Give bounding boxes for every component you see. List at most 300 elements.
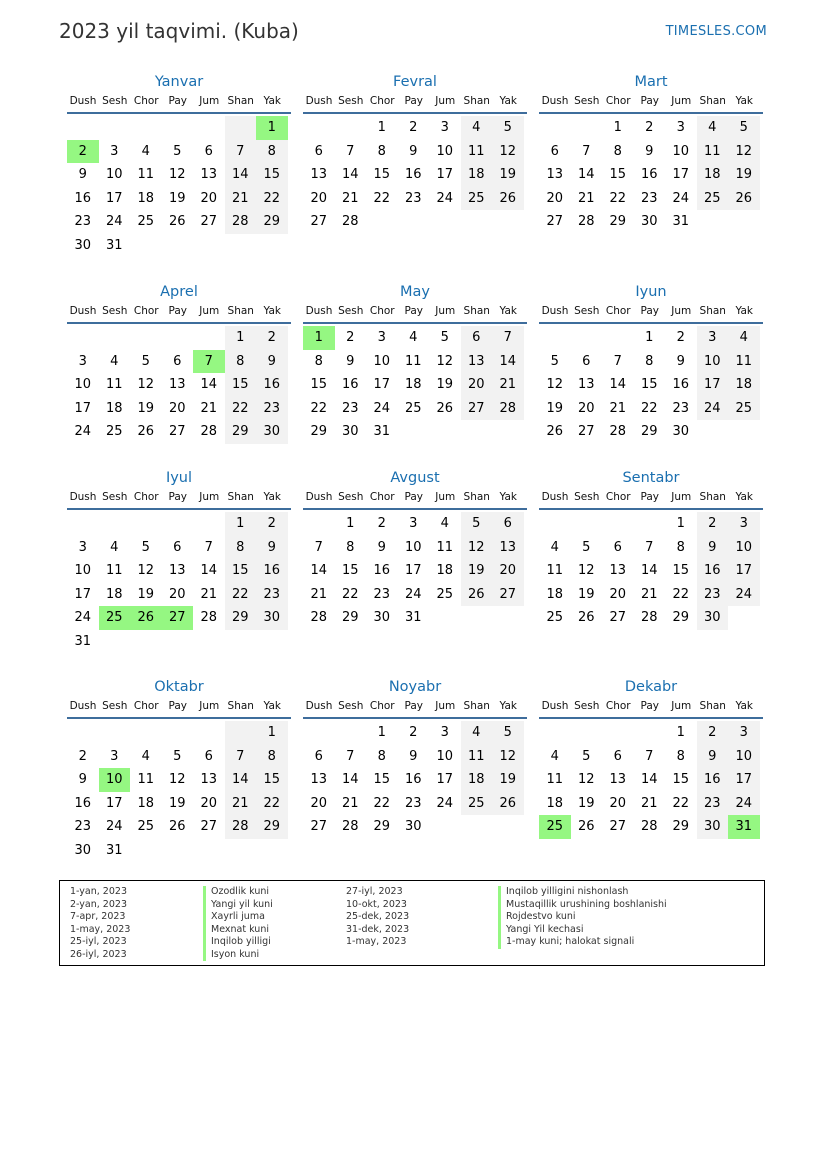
weekday-label: Shan — [699, 305, 726, 317]
empty-cell — [539, 116, 571, 140]
day-cell: 12 — [137, 563, 155, 578]
weekday-label: Jum — [435, 95, 456, 107]
day-cell: 4 — [461, 116, 493, 140]
day-cell: 20 — [310, 795, 328, 811]
weekday-label: Chor — [369, 305, 395, 317]
empty-cell — [193, 630, 225, 654]
day-cell: 11 — [546, 563, 564, 578]
empty-cell — [130, 512, 162, 536]
empty-cell — [303, 721, 335, 745]
day-cell: 4 — [728, 326, 760, 350]
weekday-label: Pay — [168, 305, 187, 317]
empty-cell — [130, 839, 162, 863]
weekday-label: Dush — [541, 305, 569, 317]
day-cell: 3 — [409, 516, 418, 531]
day-cell: 29 — [672, 819, 690, 834]
legend-entry: 31-dek, 2023 — [346, 923, 410, 935]
day-cell: 20 — [609, 586, 627, 602]
day-grid — [539, 512, 763, 630]
day-cell: 20 — [492, 559, 524, 583]
day-cell: 3 — [440, 725, 449, 740]
day-cell: 9 — [346, 353, 355, 369]
day-cell: 14 — [310, 563, 328, 578]
month-name: Iyun — [635, 284, 667, 300]
day-cell: 20 — [310, 190, 328, 206]
empty-cell — [193, 721, 225, 745]
day-cell: 13 — [546, 167, 564, 182]
weekday-label: Dush — [541, 95, 569, 107]
empty-cell — [130, 234, 162, 258]
day-cell: 23 — [697, 583, 729, 607]
day-cell: 16 — [672, 377, 690, 392]
day-cell: 2 — [676, 330, 685, 345]
day-cell: 4 — [461, 721, 493, 745]
day-cell: 15 — [373, 772, 391, 787]
day-cell: 5 — [173, 748, 182, 764]
day-cell: 13 — [200, 167, 218, 182]
empty-cell — [162, 721, 194, 745]
day-cell: 8 — [645, 353, 654, 369]
day-cell: 29 — [225, 420, 257, 444]
legend-entry: Mexnat kuni — [203, 924, 273, 937]
month-dekabr — [539, 678, 763, 839]
day-cell: 27 — [162, 606, 194, 630]
day-cell: 18 — [546, 795, 564, 811]
empty-cell — [99, 512, 131, 536]
day-cell: 10 — [436, 143, 454, 159]
day-cell: 16 — [373, 563, 391, 578]
day-cell: 13 — [310, 167, 328, 182]
weekday-header — [67, 700, 291, 719]
day-cell: 7 — [613, 353, 622, 369]
day-cell: 30 — [74, 237, 92, 253]
day-cell: 26 — [492, 187, 524, 211]
day-cell: 19 — [137, 586, 155, 602]
day-cell: 19 — [168, 795, 186, 811]
day-cell: 8 — [676, 539, 685, 555]
day-cell: 2 — [409, 725, 418, 740]
day-cell: 31 — [105, 842, 123, 858]
empty-cell — [99, 116, 131, 140]
weekday-header — [67, 95, 291, 114]
day-cell: 4 — [141, 748, 150, 764]
empty-cell — [492, 210, 524, 234]
day-cell: 25 — [697, 187, 729, 211]
day-cell: 4 — [550, 748, 559, 764]
day-cell: 7 — [346, 748, 355, 764]
weekday-label: Sesh — [102, 700, 128, 712]
weekday-label: Dush — [69, 305, 97, 317]
empty-cell — [225, 234, 257, 258]
day-cell: 16 — [74, 795, 92, 811]
day-cell: 21 — [200, 586, 218, 602]
day-cell: 5 — [492, 116, 524, 140]
day-cell: 23 — [640, 190, 658, 206]
month-name: Fevral — [393, 74, 437, 90]
day-cell: 5 — [728, 116, 760, 140]
weekday-label: Dush — [69, 700, 97, 712]
month-avgust — [303, 469, 527, 630]
weekday-label: Shan — [227, 491, 254, 503]
weekday-label: Shan — [463, 305, 490, 317]
day-cell: 3 — [377, 330, 386, 345]
day-cell: 29 — [609, 214, 627, 229]
day-grid — [67, 721, 291, 862]
empty-cell — [461, 815, 493, 839]
day-cell: 23 — [74, 819, 92, 834]
day-cell: 28 — [200, 610, 218, 625]
day-cell: 19 — [577, 795, 595, 811]
day-cell: 10 — [373, 353, 391, 369]
legend-entry: Inqilob yilligini nishonlash — [498, 886, 667, 899]
day-cell: 23 — [256, 397, 288, 421]
day-cell: 1 — [256, 116, 288, 140]
day-cell: 19 — [168, 190, 186, 206]
legend-entry: Yangi Yil kechasi — [498, 924, 667, 937]
day-cell: 22 — [310, 400, 328, 416]
day-cell: 7 — [346, 143, 355, 159]
day-cell: 9 — [256, 350, 288, 374]
day-cell: 24 — [105, 819, 123, 834]
legend-entry: Xayrli juma — [203, 911, 273, 924]
day-cell: 5 — [582, 539, 591, 555]
day-cell: 27 — [461, 397, 493, 421]
day-grid — [303, 721, 527, 839]
day-cell: 27 — [310, 819, 328, 834]
empty-cell — [225, 721, 257, 745]
day-cell: 2 — [697, 721, 729, 745]
day-cell: 8 — [314, 353, 323, 369]
day-cell: 14 — [640, 772, 658, 787]
day-cell: 17 — [74, 400, 92, 416]
empty-cell — [492, 420, 524, 444]
day-cell: 10 — [436, 748, 454, 764]
empty-cell — [461, 420, 493, 444]
day-cell: 23 — [404, 795, 422, 811]
legend-entry: 1-may, 2023 — [346, 936, 407, 947]
day-cell: 26 — [130, 606, 162, 630]
weekday-header — [303, 95, 527, 114]
empty-cell — [130, 326, 162, 350]
month-mart — [539, 73, 763, 234]
month-name: Yanvar — [154, 74, 204, 90]
day-cell: 15 — [672, 563, 690, 578]
day-cell: 6 — [582, 353, 591, 369]
day-cell: 17 — [697, 373, 729, 397]
day-cell: 30 — [404, 819, 422, 834]
day-cell: 6 — [204, 143, 213, 159]
day-cell: 19 — [492, 768, 524, 792]
day-cell: 11 — [105, 377, 123, 392]
day-cell: 26 — [137, 424, 155, 439]
day-grid — [539, 116, 763, 234]
day-cell: 14 — [225, 163, 257, 187]
day-cell: 8 — [377, 748, 386, 764]
empty-cell — [99, 721, 131, 745]
day-cell: 21 — [341, 190, 359, 206]
weekday-label: Sesh — [338, 95, 364, 107]
day-cell: 11 — [137, 167, 155, 182]
day-cell: 23 — [341, 400, 359, 416]
day-cell: 7 — [645, 748, 654, 764]
month-name: Avgust — [390, 470, 440, 486]
day-cell: 9 — [78, 167, 87, 182]
day-cell: 14 — [640, 563, 658, 578]
empty-cell — [539, 512, 571, 536]
weekday-label: Pay — [640, 491, 659, 503]
day-cell: 2 — [256, 326, 288, 350]
day-cell: 21 — [640, 795, 658, 811]
weekday-label: Pay — [640, 700, 659, 712]
empty-cell — [162, 234, 194, 258]
month-iyul — [67, 469, 291, 653]
legend-right-dates — [346, 886, 409, 949]
weekday-label: Jum — [435, 305, 456, 317]
day-cell: 16 — [697, 559, 729, 583]
empty-cell — [697, 210, 729, 234]
day-cell: 26 — [168, 214, 186, 229]
day-cell: 28 — [310, 610, 328, 625]
day-cell: 13 — [461, 350, 493, 374]
day-cell: 9 — [377, 539, 386, 555]
legend-left-names — [203, 886, 273, 961]
day-cell: 16 — [404, 167, 422, 182]
day-cell: 13 — [310, 772, 328, 787]
day-cell: 28 — [492, 397, 524, 421]
empty-cell — [130, 721, 162, 745]
day-cell: 11 — [728, 350, 760, 374]
weekday-label: Yak — [735, 305, 753, 317]
weekday-label: Sesh — [574, 305, 600, 317]
day-cell: 20 — [200, 190, 218, 206]
day-cell: 28 — [341, 819, 359, 834]
empty-cell — [429, 420, 461, 444]
day-cell: 5 — [492, 721, 524, 745]
day-cell: 31 — [728, 815, 760, 839]
day-cell: 3 — [440, 120, 449, 135]
weekday-label: Jum — [671, 95, 692, 107]
day-cell: 4 — [440, 516, 449, 531]
day-cell: 24 — [436, 795, 454, 811]
day-cell: 1 — [645, 330, 654, 345]
day-cell: 1 — [225, 512, 257, 536]
weekday-header — [539, 95, 763, 114]
day-cell: 30 — [256, 606, 288, 630]
day-cell: 9 — [256, 536, 288, 560]
weekday-label: Pay — [404, 491, 423, 503]
empty-cell — [99, 326, 131, 350]
day-cell: 14 — [577, 167, 595, 182]
day-cell: 24 — [728, 792, 760, 816]
weekday-label: Dush — [305, 491, 333, 503]
day-cell: 12 — [728, 140, 760, 164]
legend-entry: 25-dek, 2023 — [346, 911, 410, 922]
day-cell: 19 — [461, 559, 493, 583]
empty-cell — [634, 512, 666, 536]
day-cell: 10 — [74, 377, 92, 392]
day-cell: 12 — [577, 772, 595, 787]
empty-cell — [162, 116, 194, 140]
day-cell: 24 — [436, 190, 454, 206]
empty-cell — [728, 420, 760, 444]
empty-cell — [162, 512, 194, 536]
day-cell: 18 — [461, 768, 493, 792]
day-cell: 27 — [168, 424, 186, 439]
month-yanvar — [67, 73, 291, 257]
day-cell: 11 — [436, 539, 454, 555]
day-cell: 31 — [74, 633, 92, 649]
empty-cell — [335, 116, 367, 140]
legend-entry: Inqilob yilligi — [203, 936, 273, 949]
empty-cell — [429, 210, 461, 234]
day-cell: 9 — [409, 748, 418, 764]
day-cell: 28 — [640, 819, 658, 834]
empty-cell — [162, 839, 194, 863]
day-cell: 28 — [577, 214, 595, 229]
weekday-label: Shan — [699, 491, 726, 503]
day-cell: 17 — [436, 772, 454, 787]
weekday-header — [67, 491, 291, 510]
day-grid — [539, 326, 763, 444]
weekday-label: Dush — [305, 95, 333, 107]
weekday-label: Chor — [605, 491, 631, 503]
legend-entry: 2-yan, 2023 — [70, 898, 127, 910]
weekday-label: Yak — [735, 491, 753, 503]
day-cell: 21 — [225, 792, 257, 816]
day-cell: 28 — [225, 210, 257, 234]
site-link[interactable]: TIMESLES.COM — [665, 24, 767, 39]
day-cell: 22 — [256, 792, 288, 816]
empty-cell — [602, 721, 634, 745]
day-cell: 29 — [310, 424, 328, 439]
day-cell: 8 — [676, 748, 685, 764]
weekday-label: Jum — [671, 700, 692, 712]
month-name: Mart — [634, 74, 668, 90]
month-name: Dekabr — [624, 679, 678, 695]
weekday-label: Pay — [640, 95, 659, 107]
month-name: Noyabr — [388, 679, 442, 695]
empty-cell — [67, 721, 99, 745]
day-cell: 29 — [672, 610, 690, 625]
day-cell: 12 — [577, 563, 595, 578]
day-cell: 2 — [78, 748, 87, 764]
weekday-label: Shan — [227, 305, 254, 317]
weekday-label: Yak — [263, 95, 281, 107]
day-cell: 29 — [373, 819, 391, 834]
day-cell: 15 — [341, 563, 359, 578]
weekday-label: Yak — [263, 305, 281, 317]
day-grid — [67, 326, 291, 444]
day-cell: 9 — [676, 353, 685, 369]
weekday-label: Pay — [168, 700, 187, 712]
day-cell: 21 — [577, 190, 595, 206]
empty-cell — [429, 815, 461, 839]
day-cell: 4 — [409, 330, 418, 345]
day-cell: 5 — [440, 330, 449, 345]
weekday-header — [67, 305, 291, 324]
empty-cell — [571, 721, 603, 745]
day-cell: 20 — [168, 586, 186, 602]
day-cell: 18 — [546, 586, 564, 602]
day-cell: 17 — [105, 190, 123, 206]
day-cell: 4 — [141, 143, 150, 159]
day-cell: 12 — [461, 536, 493, 560]
day-cell: 8 — [346, 539, 355, 555]
month-sentabr — [539, 469, 763, 630]
legend-entry: 10-okt, 2023 — [346, 898, 407, 910]
weekday-label: Shan — [699, 95, 726, 107]
day-cell: 18 — [461, 163, 493, 187]
day-cell: 22 — [609, 190, 627, 206]
month-name: Aprel — [160, 284, 198, 300]
page-title: 2023 yil taqvimi. (Kuba) — [59, 19, 299, 43]
weekday-header — [303, 305, 527, 324]
day-cell: 11 — [461, 745, 493, 769]
day-cell: 3 — [78, 539, 87, 555]
day-cell: 10 — [105, 167, 123, 182]
day-cell: 1 — [256, 721, 288, 745]
day-cell: 12 — [168, 167, 186, 182]
day-cell: 15 — [310, 377, 328, 392]
weekday-label: Chor — [133, 700, 159, 712]
day-cell: 19 — [577, 586, 595, 602]
legend-entry: 1-may kuni; halokat signali — [498, 936, 667, 949]
day-cell: 1 — [377, 120, 386, 135]
month-fevral — [303, 73, 527, 234]
day-cell: 22 — [672, 586, 690, 602]
day-cell: 27 — [577, 424, 595, 439]
day-cell: 30 — [697, 606, 729, 630]
weekday-label: Shan — [227, 700, 254, 712]
day-cell: 21 — [310, 586, 328, 602]
day-cell: 9 — [697, 745, 729, 769]
day-cell: 6 — [314, 748, 323, 764]
month-aprel — [67, 283, 291, 444]
day-cell: 2 — [409, 120, 418, 135]
day-cell: 6 — [550, 143, 559, 159]
day-cell: 26 — [492, 792, 524, 816]
day-cell: 12 — [546, 377, 564, 392]
day-cell: 6 — [204, 748, 213, 764]
weekday-label: Jum — [671, 305, 692, 317]
legend-entry: Rojdestvo kuni — [498, 911, 667, 924]
empty-cell — [492, 606, 524, 630]
day-cell: 30 — [256, 420, 288, 444]
empty-cell — [366, 210, 398, 234]
day-cell: 1 — [377, 725, 386, 740]
day-cell: 2 — [697, 512, 729, 536]
day-cell: 7 — [204, 539, 213, 555]
day-cell: 22 — [225, 583, 257, 607]
day-cell: 26 — [168, 819, 186, 834]
day-cell: 6 — [613, 539, 622, 555]
day-cell: 15 — [609, 167, 627, 182]
empty-cell — [303, 512, 335, 536]
empty-cell — [130, 116, 162, 140]
legend-entry: 1-may, 2023 — [70, 923, 131, 935]
day-cell: 9 — [409, 143, 418, 159]
day-cell: 19 — [137, 400, 155, 416]
legend-entry: 27-iyl, 2023 — [346, 886, 403, 897]
holiday-legend — [59, 880, 765, 966]
day-cell: 7 — [314, 539, 323, 555]
day-cell: 22 — [373, 795, 391, 811]
day-cell: 15 — [225, 373, 257, 397]
day-cell: 15 — [672, 772, 690, 787]
day-cell: 18 — [697, 163, 729, 187]
weekday-label: Jum — [435, 491, 456, 503]
day-cell: 6 — [173, 353, 182, 369]
